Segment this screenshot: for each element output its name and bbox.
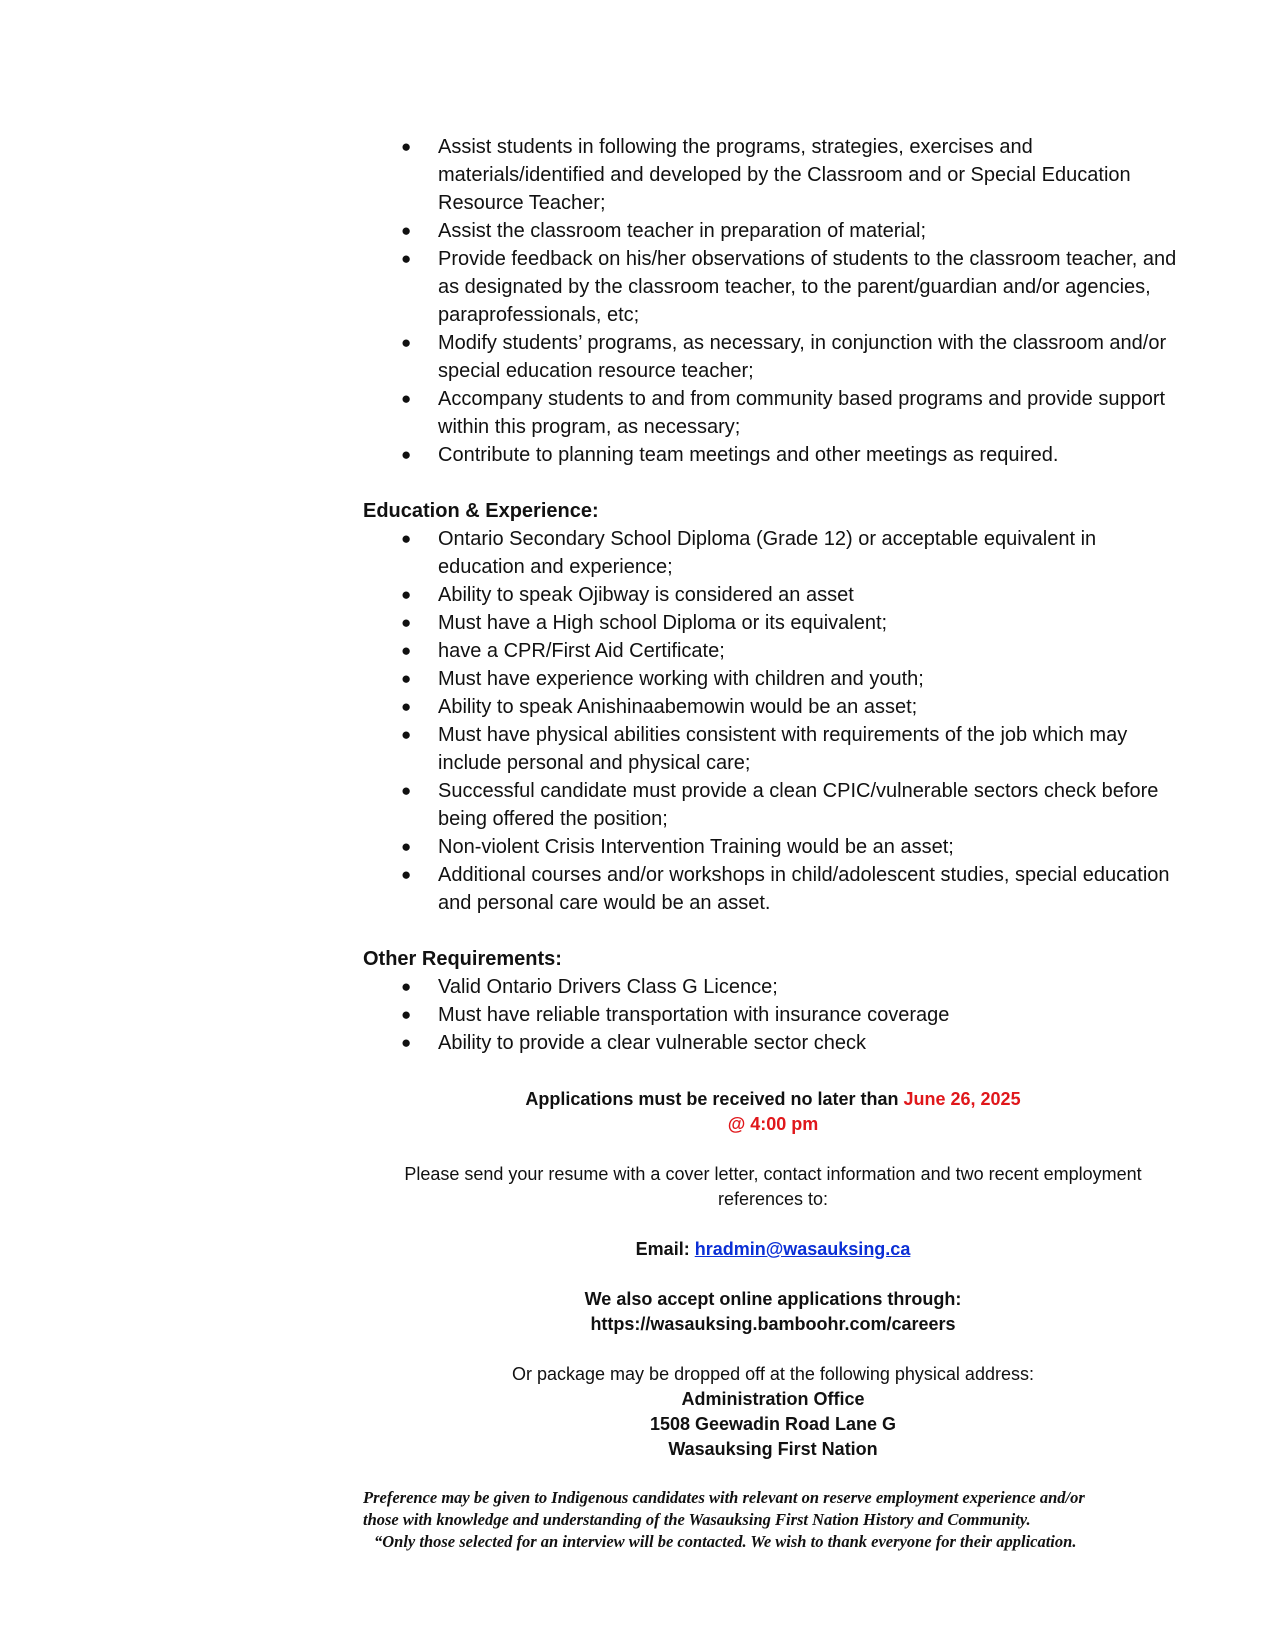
list-item: ● Ability to speak Anishinaabemowin would be an asset; bbox=[363, 693, 1183, 721]
footer-line: Preference may be given to Indigenous candidates with relevant on reserve employment experience and/or bbox=[363, 1488, 1085, 1507]
list-item: ● Must have experience working with children and youth; bbox=[363, 665, 1183, 693]
deadline-time: @ 4:00 pm bbox=[727, 1114, 819, 1134]
dropoff-nation: Wasauksing First Nation bbox=[668, 1439, 878, 1459]
list-item: ● Contribute to planning team meetings and other meetings as required. bbox=[363, 441, 1183, 469]
dropoff-street: 1508 Geewadin Road Lane G bbox=[649, 1414, 897, 1434]
list-item: ● Ability to speak Ojibway is considered an asset bbox=[363, 581, 1183, 609]
dropoff-intro: Or package may be dropped off at the following physical address: bbox=[512, 1364, 1034, 1384]
list-item: ● Must have reliable transportation with insurance coverage bbox=[363, 1001, 1183, 1029]
email-link[interactable]: hradmin@wasauksing.ca bbox=[694, 1239, 911, 1259]
application-instructions: Please send your resume with a cover letter, contact information and two recent employment references to: bbox=[404, 1164, 1142, 1209]
list-item: ● Successful candidate must provide a clean CPIC/vulnerable sectors check before being offered the position; bbox=[363, 777, 1183, 833]
list-item: ● Ontario Secondary School Diploma (Grade 12) or acceptable equivalent in education and experience; bbox=[363, 525, 1183, 581]
email-line bbox=[363, 1237, 1183, 1262]
list-item: ● Provide feedback on his/her observations of students to the classroom teacher, and as designated by the classroom teacher, to the parent/guardian and/or agencies, paraprofessionals, etc; bbox=[363, 245, 1183, 329]
list-item: ● Valid Ontario Drivers Class G Licence; bbox=[363, 973, 1183, 1001]
deadline-label: Applications must be received no later than bbox=[525, 1089, 904, 1109]
education-heading: Education & Experience: bbox=[363, 500, 599, 522]
list-item: ● Must have a High school Diploma or its equivalent; bbox=[363, 609, 1183, 637]
deadline-line bbox=[363, 1087, 1183, 1112]
list-item: ● Ability to provide a clear vulnerable sector check bbox=[363, 1029, 1183, 1057]
other-requirements-list bbox=[363, 973, 1183, 1057]
list-item: ● Assist the classroom teacher in preparation of material; bbox=[363, 217, 1183, 245]
list-item: ● Non-violent Crisis Intervention Training would be an asset; bbox=[363, 833, 1183, 861]
list-item: ● Must have physical abilities consistent with requirements of the job which may include personal and physical care; bbox=[363, 721, 1183, 777]
email-label: Email: bbox=[635, 1239, 695, 1259]
list-item: ● have a CPR/First Aid Certificate; bbox=[363, 637, 1183, 665]
list-item: ● Modify students’ programs, as necessary, in conjunction with the classroom and/or special education resource teacher; bbox=[363, 329, 1183, 385]
careers-url: https://wasauksing.bamboohr.com/careers bbox=[590, 1314, 956, 1334]
duties-list bbox=[363, 133, 1183, 469]
document-body bbox=[363, 133, 1183, 1553]
deadline-date: June 26, 2025 bbox=[903, 1089, 1021, 1109]
list-item: ● Additional courses and/or workshops in child/adolescent studies, special education and personal care would be an asset. bbox=[363, 861, 1183, 917]
online-applications-label: We also accept online applications through: bbox=[584, 1289, 962, 1309]
list-item: ● Assist students in following the programs, strategies, exercises and materials/identified and developed by the Classroom and or Special Education Resource Teacher; bbox=[363, 133, 1183, 217]
education-list bbox=[363, 525, 1183, 917]
footer-note bbox=[363, 1487, 1183, 1553]
footer-line: those with knowledge and understanding of the Wasauksing First Nation History and Community. bbox=[363, 1510, 1031, 1529]
dropoff-office: Administration Office bbox=[681, 1389, 865, 1409]
list-item: ● Accompany students to and from community based programs and provide support within this program, as necessary; bbox=[363, 385, 1183, 441]
footer-line: “Only those selected for an interview will be contacted. We wish to thank everyone for their application. bbox=[374, 1532, 1077, 1551]
other-requirements-heading: Other Requirements: bbox=[363, 948, 562, 970]
